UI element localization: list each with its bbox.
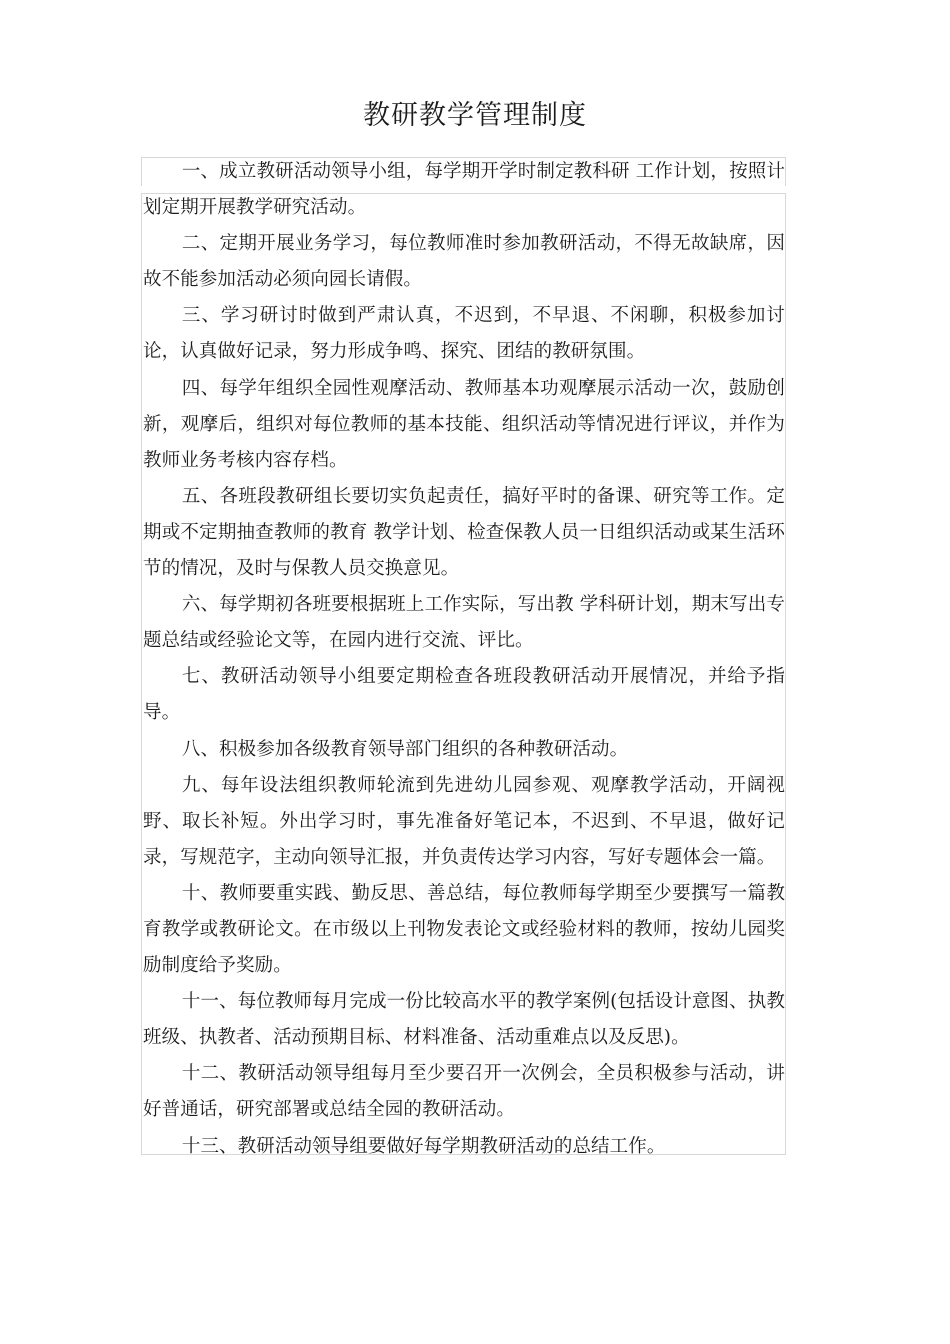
paragraph-11: 十一、每位教师每月完成一份比较高水平的教学案例(包括设计意图、执教班级、执教者、活动预期目标、材料准备、活动重难点以及反思)。 <box>143 991 785 1049</box>
paragraph-3: 三、学习研讨时做到严肃认真，不迟到，不早退、不闲聊，积极参加讨论，认真做好记录，努力形成争鸣、探究、团结的教研氛围。 <box>143 305 785 363</box>
document-body <box>143 154 785 1165</box>
document-title: 教研教学管理制度 <box>363 100 587 131</box>
paragraph-5: 五、各班段教研组长要切实负起责任，搞好平时的备课、研究等工作。定期或不定期抽查教师的教育 教学计划、检查保教人员一日组织活动或某生活环节的情况，及时与保教人员交换意见。 <box>143 485 785 580</box>
paragraph-12: 十二、教研活动领导组每月至少要召开一次例会，全员积极参与活动，讲好普通话，研究部署或总结全园的教研活动。 <box>143 1063 785 1121</box>
paragraph-6: 六、每学期初各班要根据班上工作实际，写出教 学科研计划，期末写出专题总结或经验论文等，在园内进行交流、评比。 <box>143 594 785 652</box>
paragraph-4: 四、每学年组织全园性观摩活动、教师基本功观摩展示活动一次，鼓励创新，观摩后，组织对每位教师的基本技能、组织活动等情况进行评议，并作为教师业务考核内容存档。 <box>143 377 785 471</box>
paragraph-8: 八、积极参加各级教育领导部门组织的各种教研活动。 <box>181 738 629 760</box>
paragraph-13: 十三、教研活动领导组要做好每学期教研活动的总结工作。 <box>181 1135 666 1157</box>
paragraph-1: 一、成立教研活动领导小组，每学期开学时制定教科研 工作计划，按照计划定期开展教学研究活动。 <box>143 161 785 219</box>
paragraph-10: 十、教师要重实践、勤反思、善总结，每位教师每学期至少要撰写一篇教育教学或教研论文。在市级以上刊物发表论文或经验材料的教师，按幼儿园奖励制度给予奖励。 <box>143 882 785 977</box>
paragraph-2: 二、定期开展业务学习，每位教师准时参加教研活动，不得无故缺席，因故不能参加活动必须向园长请假。 <box>143 233 785 291</box>
paragraph-7: 七、教研活动领导小组要定期检查各班段教研活动开展情况，并给予指导。 <box>143 666 785 724</box>
paragraph-9: 九、每年设法组织教师轮流到先进幼儿园参观、观摩教学活动，开阔视野、取长补短。外出学习时，事先准备好笔记本，不迟到、不早退，做好记录，写规范字，主动向领导汇报，并负责传达学习内容，写好专题体会一篇。 <box>143 774 785 868</box>
